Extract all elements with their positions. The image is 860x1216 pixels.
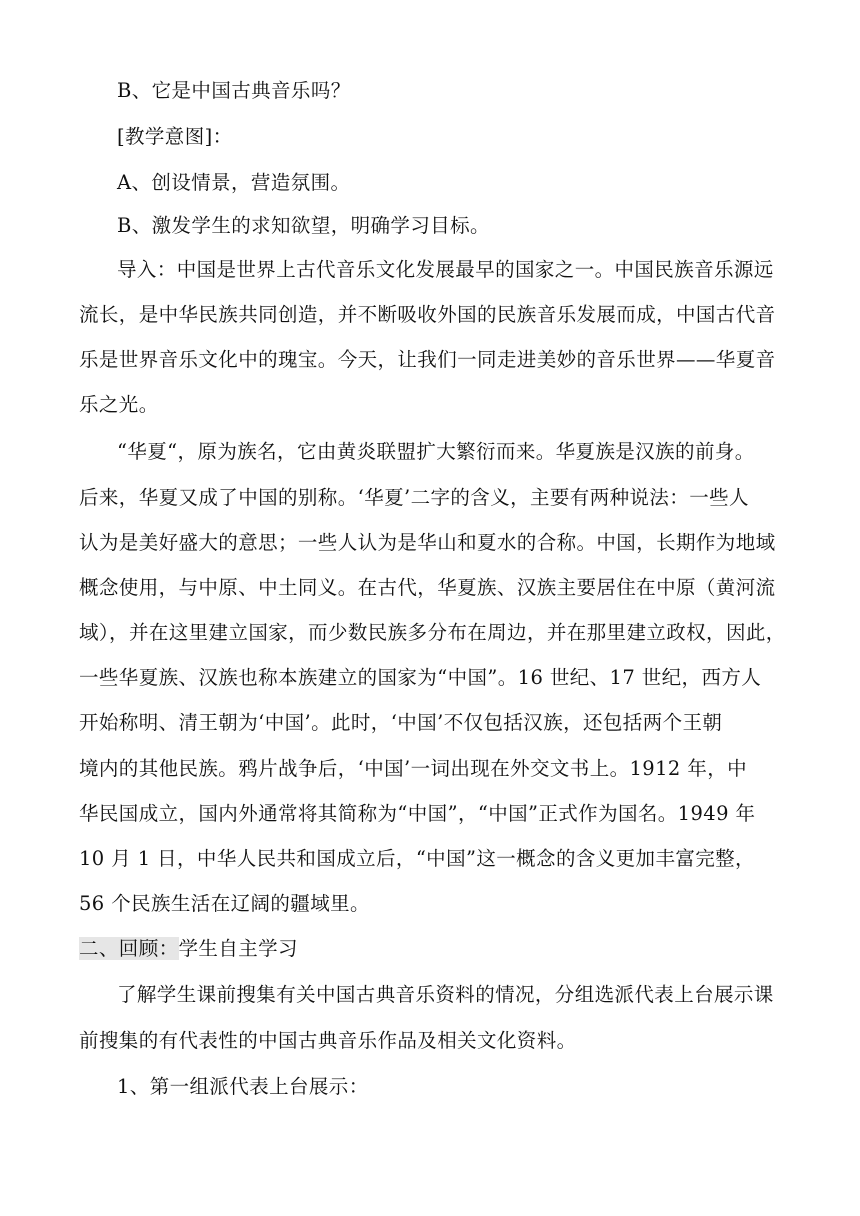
section-title [79,937,298,961]
intro-line: 导入：中国是世界上古代音乐文化发展最早的国家之一。中国民族音乐源远 [117,258,774,281]
intent-a: A、创设情景，营造氛围。 [117,171,351,194]
intro-line: 乐之光。 [79,393,159,416]
huaxia-line: “华夏“，原为族名，它由黄炎联盟扩大繁衍而来。华夏族是汉族的前身。 [117,440,755,463]
huaxia-line: 域），并在这里建立国家，而少数民族多分布在周边，并在那里建立政权，因此， [79,621,786,644]
question-b: B、它是中国古典音乐吗？ [117,79,351,102]
teaching-intent-heading: [教学意图]： [117,125,233,148]
huaxia-line: 境内的其他民族。鸦片战争后，‘中国’一词出现在外交文书上。1912 年，中 [79,757,748,780]
review-line: 了解学生课前搜集有关中国古典音乐资料的情况，分组选派代表上台展示课 [117,983,774,1006]
huaxia-line: 认为是美好盛大的意思；一些人认为是华山和夏水的合称。中国，长期作为地域 [79,531,776,554]
group-one-line: 1、第一组派代表上台展示： [117,1075,369,1098]
huaxia-line: 一些华夏族、汉族也称本族建立的国家为“中国”。16 世纪、17 世纪，西方人 [79,666,762,689]
huaxia-line: 56 个民族生活在辽阔的疆域里。 [79,892,370,915]
intro-line: 乐是世界音乐文化中的瑰宝。今天，让我们一同走进美妙的音乐世界——华夏音 [79,348,776,371]
huaxia-line: 概念使用，与中原、中土同义。在古代，华夏族、汉族主要居住在中原（黄河流 [79,576,776,599]
intro-line: 流长，是中华民族共同创造，并不断吸收外国的民族音乐发展而成，中国古代音 [79,303,776,326]
huaxia-line: 后来，华夏又成了中国的别称。‘华夏’二字的含义，主要有两种说法：一些人 [79,486,749,509]
huaxia-line: 华民国成立，国内外通常将其简称为“中国”，“中国”正式作为国名。1949 年 [79,802,756,825]
section-title-text: 学生自主学习 [178,937,298,960]
review-line: 前搜集的有代表性的中国古典音乐作品及相关文化资料。 [79,1029,577,1052]
intent-b: B、激发学生的求知欲望，明确学习目标。 [117,214,490,237]
huaxia-line: 开始称明、清王朝为‘中国’。此时，‘中国’不仅包括汉族，还包括两个王朝 [79,711,723,734]
section-number-highlight: 二、回顾： [79,937,179,960]
huaxia-line: 10 月 1 日，中华人民共和国成立后，“中国”这一概念的含义更加丰富完整， [79,847,755,870]
